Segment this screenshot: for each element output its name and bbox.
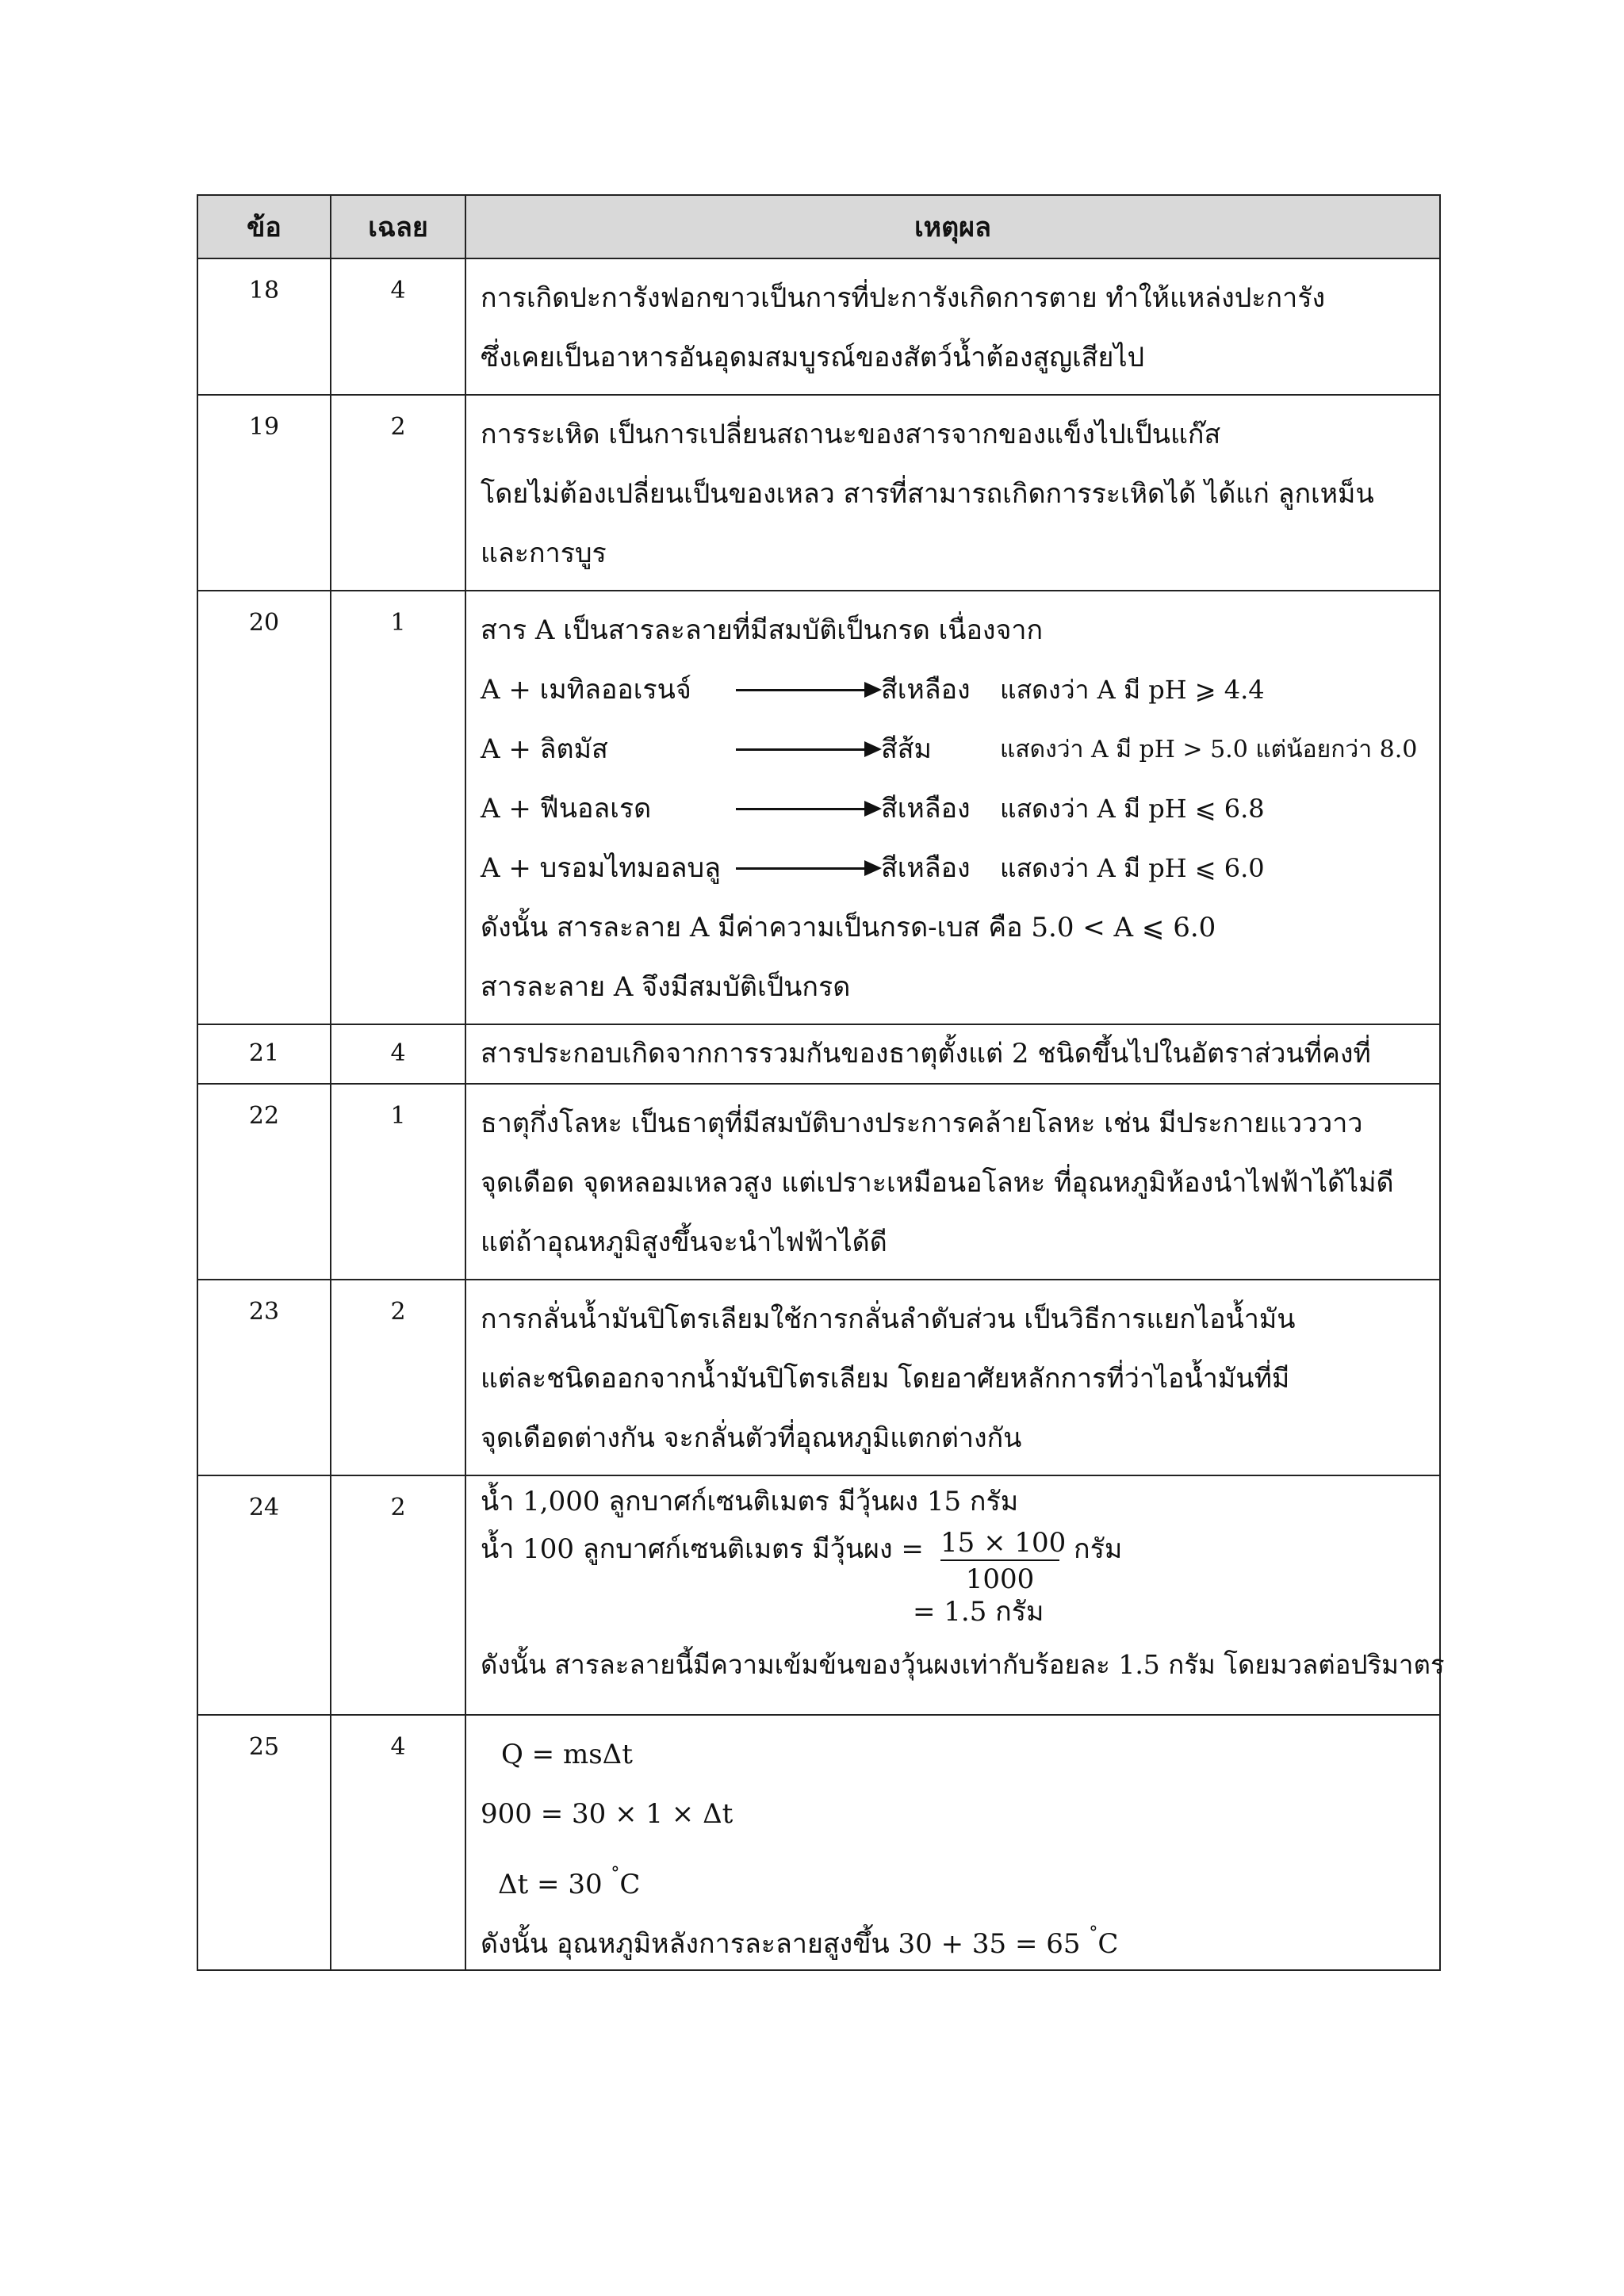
unit-celsius: C — [619, 1869, 641, 1900]
reason-line: น้ำ 1,000 ลูกบาศก์เซนติเมตร มีวุ้นผง 15 กรัม — [481, 1486, 1019, 1517]
fraction-unit: กรัม — [1074, 1533, 1123, 1565]
answer-choice: 1 — [331, 591, 465, 1024]
reason-line: แต่ถ้าอุณหภูมิสูงขึ้นจะนำไฟฟ้าได้ดี — [481, 1226, 887, 1258]
indicator-label: A + บรอมไทมอลบลู — [481, 852, 721, 884]
question-number: 19 — [197, 395, 331, 591]
answer-choice: 2 — [331, 395, 465, 591]
equation: Δt = 30 — [498, 1869, 603, 1900]
reason-intro: สาร A เป็นสารละลายที่มีสมบัติเป็นกรด เนื่องจาก — [481, 614, 1044, 646]
answer-choice: 4 — [331, 1024, 465, 1084]
indicator-result: แสดงว่า A มี pH > 5.0 แต่น้อยกว่า 8.0 — [1000, 736, 1418, 763]
reason-cell — [465, 1280, 1440, 1475]
conclusion-text: ดังนั้น อุณหภูมิหลังการละลายสูงขึ้น 30 + 35 = 65 — [481, 1928, 1081, 1960]
question-number: 20 — [197, 591, 331, 1024]
answer-choice: 4 — [331, 258, 465, 395]
degree-symbol: ° — [611, 1864, 620, 1884]
table-row — [197, 1084, 1440, 1280]
reason-line: โดยไม่ต้องเปลี่ยนเป็นของเหลว สารที่สามารถเกิดการระเหิดได้ ได้แก่ ลูกเหม็น — [481, 478, 1374, 510]
indicator-color: สีส้ม — [881, 733, 932, 765]
fraction-bar — [940, 1559, 1059, 1561]
result-line — [481, 1590, 1434, 1635]
reason-cell — [465, 591, 1440, 1024]
indicator-result: แสดงว่า A มี pH ⩾ 4.4 — [1000, 675, 1265, 705]
reason-cell — [465, 258, 1440, 395]
indicator-label: A + ลิตมัส — [481, 733, 608, 765]
reason-line: การระเหิด เป็นการเปลี่ยนสถานะของสารจากของแข็งไปเป็นแก๊ส — [481, 419, 1221, 450]
indicator-label: A + ฟีนอลเรด — [481, 793, 652, 825]
indicator-line — [481, 720, 1434, 779]
degree-symbol: ° — [1089, 1923, 1098, 1943]
reason-line: จุดเดือดต่างกัน จะกลั่นตัวที่อุณหภูมิแตกต่างกัน — [481, 1422, 1022, 1454]
header-answer: เฉลย — [331, 195, 465, 258]
question-number: 23 — [197, 1280, 331, 1475]
reason-line: และการบูร — [481, 538, 607, 569]
fraction-line — [481, 1525, 1434, 1595]
reason-cell — [465, 1024, 1440, 1084]
answer-table — [197, 194, 1445, 1971]
result-value: = 1.5 กรัม — [913, 1596, 1044, 1628]
reason-cell — [465, 395, 1440, 591]
indicator-result: แสดงว่า A มี pH ⩽ 6.8 — [1000, 794, 1265, 824]
fraction-lead: น้ำ 100 ลูกบาศก์เซนติเมตร มีวุ้นผง = — [481, 1533, 924, 1565]
reason-cell — [465, 1475, 1445, 1715]
fraction-numerator: 15 × 100 — [940, 1527, 1067, 1559]
table-row — [197, 1475, 1440, 1715]
table-row — [197, 1715, 1440, 1970]
indicator-result: แสดงว่า A มี pH ⩽ 6.0 — [1000, 853, 1265, 883]
reason-line: ดังนั้น สารละลายนี้มีความเข้มข้นของวุ้นผงเท่ากับร้อยละ 1.5 กรัม โดยมวลต่อปริมาตร — [481, 1649, 1445, 1680]
indicator-line — [481, 660, 1434, 720]
table-row — [197, 1024, 1440, 1084]
conclusion-line — [481, 1904, 1434, 1963]
arrow-icon — [736, 867, 879, 870]
table-row — [197, 395, 1440, 591]
reason-line: สารละลาย A จึงมีสมบัติเป็นกรด — [481, 971, 851, 1003]
arrow-icon — [736, 748, 879, 751]
indicator-color: สีเหลือง — [881, 793, 971, 825]
question-number: 25 — [197, 1715, 331, 1970]
reason-cell — [465, 1084, 1440, 1280]
header-reason: เหตุผล — [465, 195, 1440, 258]
table-row — [197, 591, 1440, 1024]
table-row — [197, 1280, 1440, 1475]
question-number: 21 — [197, 1024, 331, 1084]
indicator-label: A + เมทิลออเรนจ์ — [481, 674, 691, 706]
reason-line: จุดเดือด จุดหลอมเหลวสูง แต่เปราะเหมือนอโลหะ ที่อุณหภูมิห้องนำไฟฟ้าได้ไม่ดี — [481, 1167, 1394, 1199]
answer-choice: 4 — [331, 1715, 465, 1970]
header-no: ข้อ — [197, 195, 331, 258]
reason-line: ซึ่งเคยเป็นอาหารอันอุดมสมบูรณ์ของสัตว์น้ำต้องสูญเสียไป — [481, 342, 1145, 373]
equation: Q = msΔt — [501, 1739, 633, 1770]
reason-line: แต่ละชนิดออกจากน้ำมันปิโตรเลียม โดยอาศัยหลักการที่ว่าไอน้ำมันที่มี — [481, 1363, 1290, 1395]
answer-choice: 2 — [331, 1475, 465, 1715]
equation: 900 = 30 × 1 × Δt — [481, 1798, 733, 1830]
table-header-row — [197, 195, 1440, 258]
answer-choice: 1 — [331, 1084, 465, 1280]
equation-line — [481, 1725, 1434, 1785]
fraction-denominator: 1000 — [965, 1563, 1035, 1595]
equation-line — [481, 1844, 1434, 1904]
question-number: 24 — [197, 1475, 331, 1715]
reason-line: ดังนั้น สารละลาย A มีค่าความเป็นกรด-เบส คือ 5.0 < A ⩽ 6.0 — [481, 912, 1216, 943]
answer-choice: 2 — [331, 1280, 465, 1475]
indicator-line — [481, 779, 1434, 839]
indicator-line — [481, 839, 1434, 898]
reason-cell — [465, 1715, 1440, 1970]
question-number: 18 — [197, 258, 331, 395]
unit-celsius: C — [1097, 1928, 1119, 1960]
arrow-icon — [736, 808, 879, 810]
equation-line — [481, 1785, 1434, 1844]
reason-line: การกลั่นน้ำมันปิโตรเลียมใช้การกลั่นลำดับส่วน เป็นวิธีการแยกไอน้ำมัน — [481, 1303, 1296, 1335]
reason-line: สารประกอบเกิดจากการรวมกันของธาตุตั้งแต่ 2 ชนิดขึ้นไปในอัตราส่วนที่คงที่ — [481, 1038, 1371, 1070]
indicator-color: สีเหลือง — [881, 852, 971, 884]
arrow-icon — [736, 689, 879, 691]
table-row — [197, 258, 1440, 395]
reason-line: ธาตุกึ่งโลหะ เป็นธาตุที่มีสมบัติบางประการคล้ายโลหะ เช่น มีประกายแวววาว — [481, 1108, 1363, 1139]
indicator-color: สีเหลือง — [881, 674, 971, 706]
reason-line: การเกิดปะการังฟอกขาวเป็นการที่ปะการังเกิดการตาย ทำให้แหล่งปะการัง — [481, 282, 1326, 314]
question-number: 22 — [197, 1084, 331, 1280]
